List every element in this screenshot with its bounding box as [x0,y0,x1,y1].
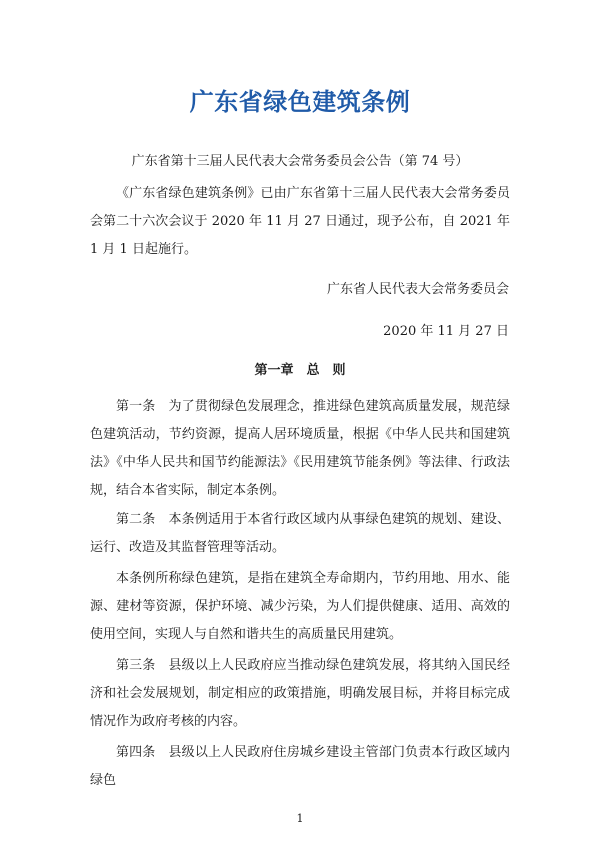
article-3: 第三条 县级以上人民政府应当推动绿色建筑发展，将其纳入国民经济和社会发展规划，制定相应的政策措施，明确发展目标，并将目标完成情况作为政府考核的内容。 [90,658,510,729]
article-4: 第四条 县级以上人民政府住房城乡建设主管部门负责本行政区域内绿色 [90,745,510,788]
issuer-line: 广东省人民代表大会常务委员会 [326,282,509,297]
page-number: 1 [296,812,304,825]
article-1: 第一条 为了贯彻绿色发展理念，推进绿色建筑高质量发展，规范绿色建筑活动，节约资源，提高人居环境质量，根据《中华人民共和国建筑法》《中华人民共和国节约能源法》《民用建筑节能条例》等法律、行政法规，结合本省实际，制定本条例。 [90,399,510,498]
article-2-definition: 本条例所称绿色建筑，是指在建筑全寿命期内，节约用地、用水、能源、建材等资源，保护环境、减少污染，为人们提供健康、适用、高效的使用空间，实现人与自然和谐共生的高质量民用建筑。 [90,571,510,642]
date-line: 2020 年 11 月 27 日 [383,324,509,339]
announcement-line: 广东省第十三届人民代表大会常务委员会公告（第 74 号） [131,154,469,169]
intro-paragraph: 《广东省绿色建筑条例》已由广东省第十三届人民代表大会常务委员会第二十六次会议于 2020 年 11 月 27 日通过，现予公布，自 2021 年 1 月 1 日起施行。 [90,186,510,257]
article-2: 第二条 本条例适用于本省行政区域内从事绿色建筑的规划、建设、运行、改造及其监督管理等活动。 [90,512,510,555]
chapter-heading: 第一章 总 则 [254,363,346,378]
document-title: 广东省绿色建筑条例 [189,88,411,116]
